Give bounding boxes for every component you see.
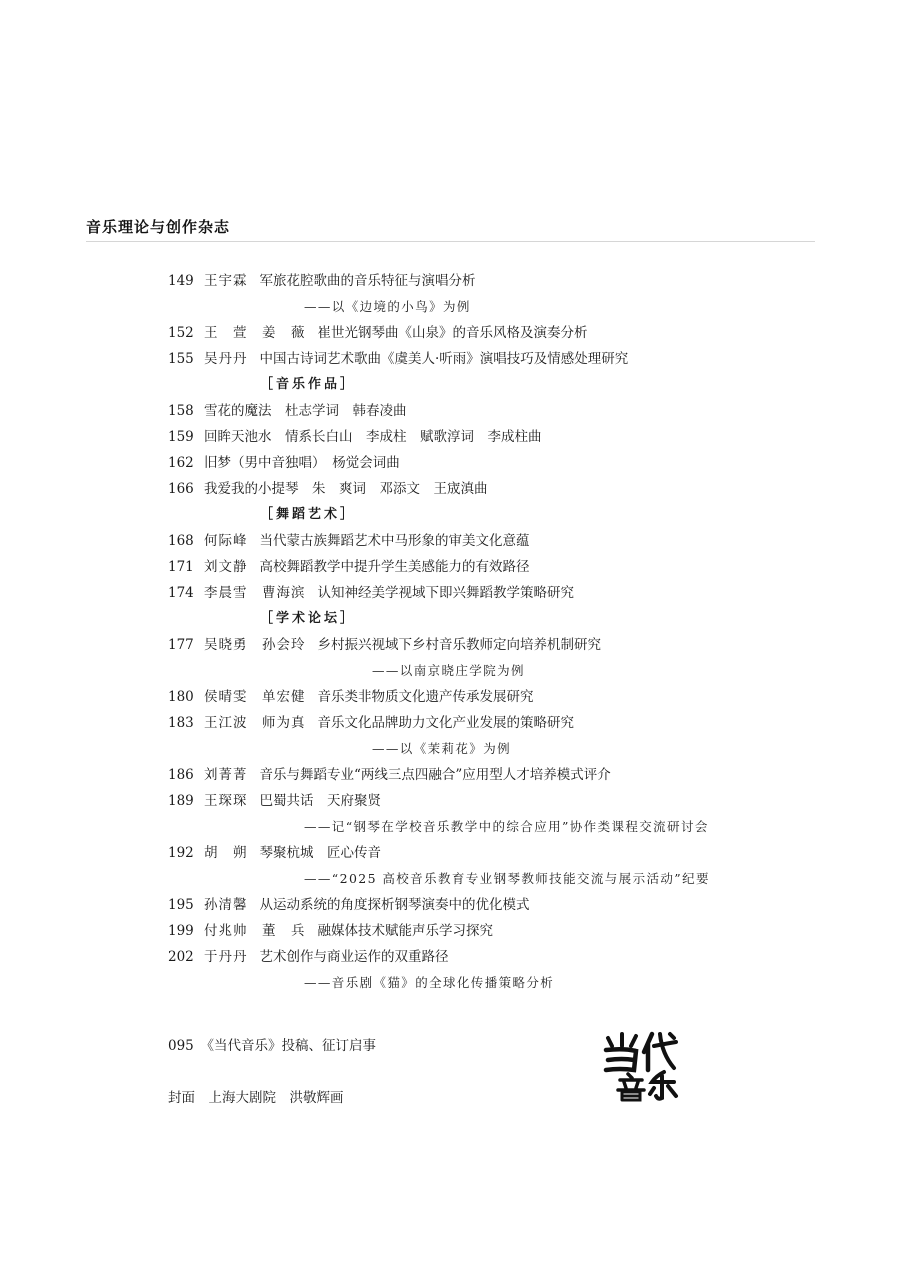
- article-title[interactable]: 融媒体技术赋能声乐学习探究: [317, 923, 493, 939]
- article-author: 何际峰: [204, 533, 248, 549]
- header-divider: [86, 241, 815, 242]
- page-number: 186: [168, 767, 194, 783]
- page-number: 149: [168, 273, 194, 289]
- subtitle-text: ——“2025 高校音乐教育专业钢琴教师技能交流与展示活动”纪要: [304, 871, 710, 886]
- article-author: 刘菁菁: [204, 767, 248, 783]
- toc-subtitle: [168, 736, 828, 762]
- article-author: 王 萱 姜 薇: [204, 325, 306, 341]
- article-title[interactable]: 认知神经美学视域下即兴舞蹈教学策略研究: [317, 585, 574, 601]
- toc-entry[interactable]: [168, 892, 828, 918]
- page-number: 183: [168, 715, 194, 731]
- page-number: 152: [168, 325, 194, 341]
- article-author: 刘文静: [204, 559, 248, 575]
- page-number: 168: [168, 533, 194, 549]
- toc-subtitle: [168, 658, 828, 684]
- article-author: 侯晴雯 单宏健: [204, 689, 306, 705]
- article-title[interactable]: 当代蒙古族舞蹈艺术中马形象的审美文化意蕴: [259, 533, 530, 549]
- cover-credit: 封面 上海大剧院 洪敬辉画: [168, 1090, 344, 1106]
- article-author: 胡 朔: [204, 845, 248, 861]
- toc-entry[interactable]: [168, 684, 828, 710]
- toc-entry[interactable]: [168, 346, 828, 372]
- toc-subtitle: [168, 866, 828, 892]
- section-title: ［音乐作品］: [260, 377, 357, 392]
- page-number: 189: [168, 793, 194, 809]
- section-heading: [168, 372, 828, 398]
- table-of-contents: [168, 268, 828, 996]
- page-number: 202: [168, 949, 194, 965]
- article-title[interactable]: 军旅花腔歌曲的音乐特征与演唱分析: [259, 273, 476, 289]
- journal-header: 音乐理论与创作杂志: [86, 218, 231, 236]
- page-number: 180: [168, 689, 194, 705]
- article-title[interactable]: 雪花的魔法 杜志学词 韩春凌曲: [204, 403, 407, 419]
- article-title[interactable]: 我爱我的小提琴 朱 爽词 邓添文 王宬滇曲: [204, 481, 488, 497]
- page-number: 174: [168, 585, 194, 601]
- section-heading: [168, 502, 828, 528]
- toc-entry[interactable]: [168, 918, 828, 944]
- section-heading: [168, 606, 828, 632]
- section-title: ［舞蹈艺术］: [260, 507, 357, 522]
- toc-entry[interactable]: [168, 476, 828, 502]
- page-number: 162: [168, 455, 194, 471]
- toc-entry[interactable]: [168, 840, 828, 866]
- toc-entry[interactable]: [168, 450, 828, 476]
- article-title[interactable]: 艺术创作与商业运作的双重路径: [259, 949, 449, 965]
- logo-calligraphy-icon: [598, 1030, 682, 1102]
- article-title[interactable]: 巴蜀共话 天府聚贤: [259, 793, 381, 809]
- notice-line[interactable]: 095 《当代音乐》投稿、征订启事: [168, 1038, 377, 1054]
- article-title[interactable]: 回眸天池水 情系长白山 李成柱 赋歌淳词 李成柱曲: [204, 429, 542, 445]
- article-author: 王琛琛: [204, 793, 248, 809]
- article-title[interactable]: 从运动系统的角度探析钢琴演奏中的优化模式: [259, 897, 530, 913]
- page-number: 192: [168, 845, 194, 861]
- article-author: 孙清馨: [204, 897, 248, 913]
- article-author: 吴丹丹: [204, 351, 248, 367]
- toc-subtitle: [168, 970, 828, 996]
- article-title[interactable]: 音乐类非物质文化遗产传承发展研究: [317, 689, 534, 705]
- subtitle-text: ——以《茉莉花》为例: [372, 741, 512, 756]
- page-number: 159: [168, 429, 194, 445]
- toc-entry[interactable]: [168, 554, 828, 580]
- article-title[interactable]: 中国古诗词艺术歌曲《虞美人·听雨》演唱技巧及情感处理研究: [259, 351, 629, 367]
- article-author: 李晨雪 曹海滨: [204, 585, 306, 601]
- article-title[interactable]: 琴聚杭城 匠心传音: [259, 845, 381, 861]
- toc-entry[interactable]: [168, 762, 828, 788]
- article-title[interactable]: 音乐与舞蹈专业“两线三点四融合”应用型人才培养模式评介: [259, 767, 611, 783]
- dangdai-yinyue-logo: [598, 1030, 682, 1102]
- page-number: 171: [168, 559, 194, 575]
- article-title[interactable]: 乡村振兴视域下乡村音乐教师定向培养机制研究: [317, 637, 601, 653]
- page-number: 177: [168, 637, 194, 653]
- toc-entry[interactable]: [168, 944, 828, 970]
- section-title: ［学术论坛］: [260, 611, 357, 626]
- page-number: 158: [168, 403, 194, 419]
- page-number: 166: [168, 481, 194, 497]
- subtitle-text: ——音乐剧《猫》的全球化传播策略分析: [304, 975, 555, 990]
- article-title[interactable]: 音乐文化品牌助力文化产业发展的策略研究: [317, 715, 574, 731]
- toc-subtitle: [168, 294, 828, 320]
- article-title[interactable]: 旧梦（男中音独唱） 杨觉会词曲: [204, 455, 400, 471]
- page-number: 195: [168, 897, 194, 913]
- toc-entry[interactable]: [168, 268, 828, 294]
- toc-entry[interactable]: [168, 398, 828, 424]
- subtitle-text: ——以《边境的小鸟》为例: [304, 299, 471, 314]
- article-author: 吴晓勇 孙会玲: [204, 637, 306, 653]
- page-number: 199: [168, 923, 194, 939]
- article-author: 付兆帅 董 兵: [204, 923, 306, 939]
- article-title[interactable]: 高校舞蹈教学中提升学生美感能力的有效路径: [259, 559, 530, 575]
- article-title[interactable]: 崔世光钢琴曲《山泉》的音乐风格及演奏分析: [317, 325, 588, 341]
- subtitle-text: ——以南京晓庄学院为例: [372, 663, 525, 678]
- article-author: 于丹丹: [204, 949, 248, 965]
- toc-entry[interactable]: [168, 320, 828, 346]
- toc-entry[interactable]: [168, 710, 828, 736]
- toc-entry[interactable]: [168, 424, 828, 450]
- toc-entry[interactable]: [168, 528, 828, 554]
- toc-subtitle: [168, 814, 828, 840]
- toc-entry[interactable]: [168, 788, 828, 814]
- article-author: 王江波 师为真: [204, 715, 306, 731]
- article-author: 王宇霖: [204, 273, 248, 289]
- subtitle-text: ——记“钢琴在学校音乐教学中的综合应用”协作类课程交流研讨会: [304, 819, 709, 834]
- toc-entry[interactable]: [168, 580, 828, 606]
- page-number: 155: [168, 351, 194, 367]
- toc-entry[interactable]: [168, 632, 828, 658]
